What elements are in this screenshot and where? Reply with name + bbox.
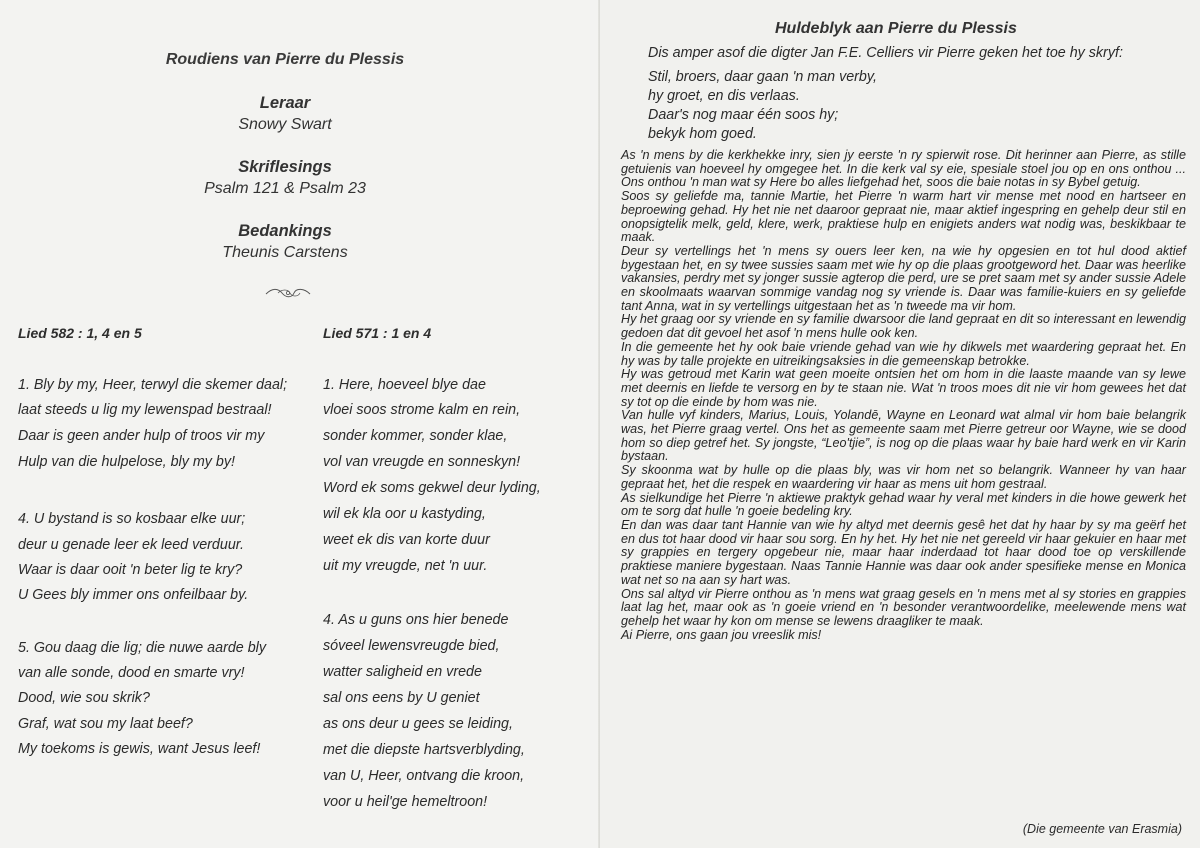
- hymn2-line: van U, Heer, ontvang die kroon,: [323, 768, 525, 784]
- tribute-paragraph: Hy het graag oor sy vriende en sy familie dwarsoor die land gepraat en dit so interessant en lewendig gedoen dat dit gevoel het asof 'n mens hulle ook ken.: [621, 312, 1186, 341]
- section-name-minister: Snowy Swart: [238, 116, 332, 133]
- hymn2-line: met die diepste hartsverblyding,: [323, 742, 525, 758]
- section-name-thanks: Theunis Carstens: [222, 244, 348, 261]
- hymn2-line: vloei soos strome kalm en rein,: [323, 402, 521, 418]
- service-title: Roudiens van Pierre du Plessis: [165, 51, 405, 68]
- hymn1-line: Dood, wie sou skrik?: [18, 690, 150, 706]
- tribute-paragraph: Ons sal altyd vir Pierre onthou as 'n mens wat graag gesels en 'n mens met al sy stories en grappies laat lag het, maar ook as 'n goeie vriend en 'n besonder verantwoordelike, meelewende mens wat gehelp het waar hy kon om mense se lewens draagliker te maak.: [621, 586, 1186, 628]
- tribute-paragraph: Sy skoonma wat by hulle op die plaas bly, was vir hom net so belangrik. Wanneer hy van haar gepraat het, het die respek en waardering vir haar as mens uit hom gestraal.: [621, 463, 1186, 491]
- right-page: [600, 0, 1200, 848]
- hymn2-line: Word ek soms gekwel deur lyding,: [323, 480, 541, 496]
- hymn2-line: wil ek kla oor u kastyding,: [323, 506, 486, 522]
- poem-line: hy groet, en dis verlaas.: [648, 88, 800, 104]
- ornament-divider: [264, 286, 312, 300]
- hymn2-line: vol van vreugde en sonneskyn!: [323, 454, 521, 470]
- hymn2-line: uit my vreugde, net 'n uur.: [323, 558, 488, 574]
- tribute-paragraph: Deur sy vertellings het 'n mens sy ouers leer ken, na wie hy opgesien en tot hul dood aktief bygestaan het, en sy twee sussies saam met wie hy op die plaas grootgeword het. Daar was heerlike vakansies, perdry met sy jonger sussie agterop die perd, ure se pret saam met sy ander sussie Adele en skoolmaats waarvan sommige vandag nog sy vriende is. Daar was familie-kuiers en sy geliefde tant Anna, wat in sy vertellings uitgestaan het as 'n tweede ma vir hom.: [621, 243, 1186, 313]
- section-name-readings: Psalm 121 & Psalm 23: [204, 180, 366, 197]
- tribute-paragraph: Soos sy geliefde ma, tannie Martie, het Pierre 'n warm hart vir mense met nood en hartseer en beproewing gehad. Hy het nie net daaroor gepraat nie, maar aktief ingespring en gehelp deur stil en onopsigtelik melk, geld, klere, werk, praktiese hulp en enigiets anders wat nodig was, beskikbaar te maak.: [621, 189, 1186, 245]
- hymn2-line: as ons deur u gees se leiding,: [323, 716, 513, 732]
- tribute-body: [621, 149, 1186, 642]
- hymn1-line: Hulp van die hulpelose, bly my by!: [18, 454, 235, 470]
- tribute-paragraph: En dan was daar tant Hannie van wie hy altyd met deernis gesê het dat hy haar by sy ma geërf het en dus tot haar dood vir haar sou sorg. En hy het. Hy het nie net gereeld vir haar gekuier en haar met sy grappies en tergery opgebeur nie, maar haar inderdaad tot haar dood toe op verskillende praktiese maniere bygestaan. Naas Tannie Hannie was daar ook ander spesifieke mense en Monica wat net so na aan sy hart was.: [621, 517, 1186, 587]
- hymn1-title: Lied 582 : 1, 4 en 5: [18, 325, 142, 341]
- hymn2-line: 1. Here, hoeveel blye dae: [323, 377, 486, 393]
- hymn2-line: voor u heil'ge hemeltroon!: [323, 794, 488, 810]
- hymn1-line: 5. Gou daag die lig; die nuwe aarde bly: [18, 640, 266, 656]
- hymn2-line: sal ons eens by U geniet: [323, 690, 480, 706]
- hymn1-line: Graf, wat sou my laat beef?: [18, 716, 193, 732]
- poem-line: Stil, broers, daar gaan 'n man verby,: [648, 69, 877, 85]
- tribute-paragraph: As sielkundige het Pierre 'n aktiewe praktyk gehad waar hy veral met kinders in die howe gewerk het om te sorg dat hulle 'n goeie bedeling kry.: [621, 490, 1186, 519]
- hymn2-line: sóveel lewensvreugde bied,: [323, 638, 500, 654]
- hymn1-line: 1. Bly by my, Heer, terwyl die skemer daal;: [18, 377, 288, 393]
- hymn2-line: 4. As u guns ons hier benede: [323, 612, 509, 628]
- hymn2-line: watter saligheid en vrede: [323, 664, 482, 680]
- tribute-paragraph: In die gemeente het hy ook baie vriende gehad van wie hy dikwels met waardering gepraat het. En hy was by talle projekte en uitreikingsaksies in die gemeenskap betrokke.: [621, 339, 1186, 368]
- hymn1-line: Waar is daar ooit 'n beter lig te kry?: [18, 562, 243, 578]
- hymn1-line: van alle sonde, dood en smarte vry!: [18, 665, 245, 681]
- tribute-paragraph: Hy was getroud met Karin wat geen moeite ontsien het om hom in die laaste maande van sy lewe met deernis en liefde te versorg en by te staan nie. Wat 'n troos moes dit nie vir hom gewees het dat sy tot op die einde by hom was nie.: [621, 367, 1186, 409]
- tribute-paragraph: Van hulle vyf kinders, Marius, Louis, Yolandē, Wayne en Leonard wat almal vir hom baie belangrik was, het Pierre graag vertel. Ons het as gemeente saam met Pierre getreur oor Wayne, wie se dood hom so diep getref het. Sy jongste, “Leo'tjie”, is nog op die plaas waar hy baie hard werk en vir Karin bystaan.: [621, 408, 1186, 464]
- hymn2-line: sonder kommer, sonder klae,: [323, 428, 508, 444]
- hymn1-line: 4. U bystand is so kosbaar elke uur;: [18, 511, 246, 527]
- poem-line: bekyk hom goed.: [648, 126, 757, 142]
- hymn1-line: Daar is geen ander hulp of troos vir my: [18, 428, 265, 444]
- tribute-intro: Dis amper asof die digter Jan F.E. Celliers vir Pierre geken het toe hy skryf:: [648, 45, 1123, 61]
- hymn1-line: laat steeds u lig my lewenspad bestraal!: [18, 402, 272, 418]
- section-heading-readings: Skriflesings: [238, 158, 332, 176]
- tribute-paragraph: Ai Pierre, ons gaan jou vreeslik mis!: [621, 627, 822, 642]
- hymn1-line: deur u genade leer ek leed verduur.: [18, 537, 244, 553]
- tribute-title: Huldeblyk aan Pierre du Plessis: [775, 20, 1017, 37]
- hymn2-title: Lied 571 : 1 en 4: [323, 325, 432, 341]
- hymn1-line: My toekoms is gewis, want Jesus leef!: [18, 741, 261, 757]
- poem-line: Daar's nog maar één soos hy;: [648, 107, 839, 123]
- section-heading-minister: Leraar: [259, 94, 311, 112]
- tribute-paragraph: As 'n mens by die kerkhekke inry, sien jy eerste 'n ry spierwit rose. Dit herinner aan Pierre, as stille getuienis van hoeveel hy omgegee het. In die kerk val sy eie, spesiale stoel jou op en ons onthou ... Ons onthou 'n man wat sy Here bo alles liefgehad het, soos die baie notas in sy Bybel getuig.: [621, 148, 1186, 190]
- section-heading-thanks: Bedankings: [238, 222, 332, 240]
- hymn1-line: U Gees bly immer ons onfeilbaar by.: [18, 587, 249, 603]
- signature: (Die gemeente van Erasmia): [1022, 822, 1182, 836]
- hymn2-line: weet ek dis van korte duur: [323, 532, 490, 548]
